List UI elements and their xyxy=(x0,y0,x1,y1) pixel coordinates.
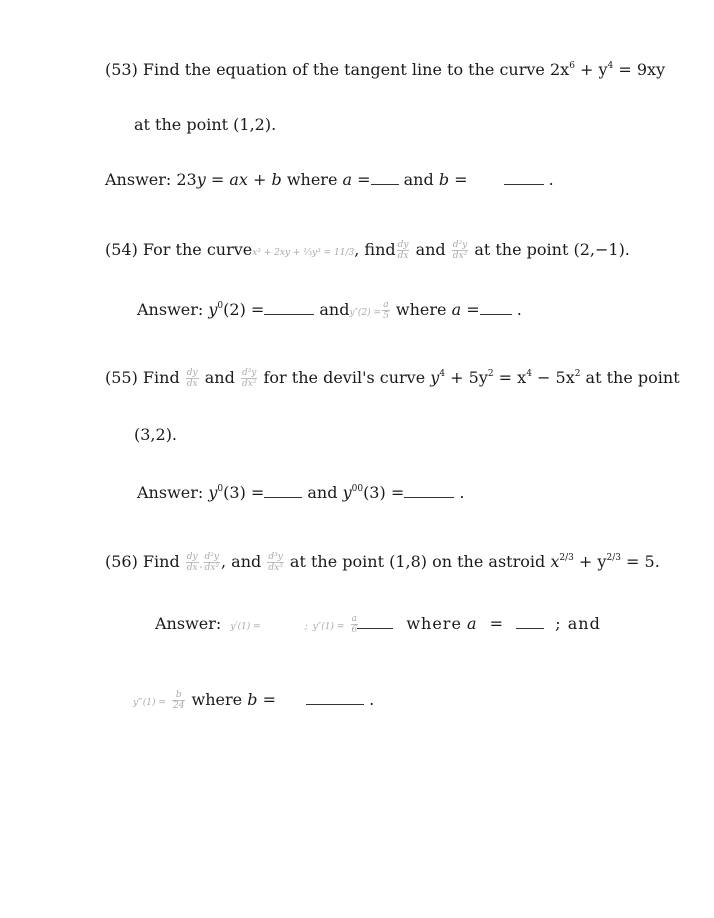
p56-exp23: 2/3 xyxy=(559,553,574,563)
p56-plus-y: + y xyxy=(573,552,607,571)
p54-find: , find xyxy=(354,240,396,259)
p55-arg2: (3) = xyxy=(363,483,405,502)
p56-dx3: dx³ xyxy=(268,563,283,573)
p55-minus5x: − 5x xyxy=(531,368,575,387)
p53-line2: at the point (1,2). xyxy=(134,115,277,134)
p56-dydx xyxy=(186,552,199,573)
p53-eq-rhs: = 9xy xyxy=(618,60,666,79)
p56-answer xyxy=(155,614,601,640)
p56-d2ydx2 xyxy=(204,552,220,573)
p55-y00: y xyxy=(342,483,352,502)
p54-d2ydx2 xyxy=(452,240,468,261)
p54-dx2: dx² xyxy=(452,251,468,261)
p55-text: for the devil's curve xyxy=(263,368,426,387)
p56-blank-a[interactable] xyxy=(516,614,544,629)
p56-exp23b: 2/3 xyxy=(606,553,621,563)
p54-and: and xyxy=(415,240,446,259)
p54-dot: . xyxy=(516,300,522,319)
p55-and: and xyxy=(204,368,235,387)
p55-sup00: 00 xyxy=(351,484,364,494)
p53-b2: b xyxy=(438,170,450,189)
p54-label: (54) For the curve xyxy=(105,240,253,259)
p55-y0: y xyxy=(208,483,218,502)
p54-blank-a[interactable] xyxy=(480,300,512,315)
p55-exp2b: 2 xyxy=(574,369,581,379)
p56-b2: b xyxy=(247,690,258,709)
p54-and2: and xyxy=(319,300,350,319)
p54-y0: y xyxy=(208,300,218,319)
p56-b-eq: = xyxy=(257,690,276,709)
p53-exp6: 6 xyxy=(569,61,575,71)
p56-frac-6: 6 xyxy=(351,625,358,635)
p56-eq5: = 5. xyxy=(620,552,660,571)
p55-and2: and xyxy=(302,483,343,502)
p56-yp: y′(1) = xyxy=(230,622,261,632)
p56-answer-prefix: Answer: xyxy=(155,614,222,633)
p55-sup0: 0 xyxy=(217,484,224,494)
p53-plus-y: + y xyxy=(580,60,608,79)
p56-blank-ypp[interactable] xyxy=(357,614,393,629)
p56-frac-a: a xyxy=(351,614,358,624)
p56-frac-24: 24 xyxy=(173,701,185,711)
p54-answer xyxy=(137,300,522,324)
p56-text: at the point (1,8) on the astroid xyxy=(289,552,546,571)
p56-frac-b: b xyxy=(172,690,185,701)
p55-arg1: (3) = xyxy=(223,483,265,502)
p56-and: , and xyxy=(221,552,262,571)
p53-answer xyxy=(105,170,554,190)
p56-d3y: d³y xyxy=(268,552,283,562)
p56-blank-b[interactable] xyxy=(306,690,364,705)
p53-question xyxy=(105,60,665,80)
p54-frac-5: 5 xyxy=(383,311,389,321)
p53-ax: ax xyxy=(229,170,248,189)
p56-and-tail: ; and xyxy=(555,614,601,633)
p53-eq: = xyxy=(205,170,230,189)
p54-ypp: y″(2) = xyxy=(349,308,382,318)
p55-question xyxy=(105,368,680,392)
p53-blank-a[interactable] xyxy=(371,170,399,185)
p55-label: (55) Find xyxy=(105,368,180,387)
p54-sup0: 0 xyxy=(217,301,224,311)
p56-dx2: dx² xyxy=(204,563,219,573)
p56-dy: dy xyxy=(186,552,198,562)
p53-and: and xyxy=(398,170,439,189)
p53-blank-b[interactable] xyxy=(504,170,544,185)
p56-yppp: y‴(1) = xyxy=(133,698,166,708)
p56-d2y: d²y xyxy=(204,552,219,562)
p55-answer xyxy=(137,483,464,503)
p56-b-over-24 xyxy=(172,690,185,711)
p55-blank-1[interactable] xyxy=(264,483,302,498)
p56-where: where xyxy=(406,614,462,633)
p53-y: y xyxy=(196,170,206,189)
p53-label: (53) Find the equation of the tangent line to the curve xyxy=(105,60,545,79)
p55-dydx xyxy=(186,368,199,389)
p56-where2: where xyxy=(186,690,248,709)
p54-y0-arg: (2) = xyxy=(223,300,265,319)
p54-dydx xyxy=(397,240,410,261)
p54-a-eq: = xyxy=(461,300,480,319)
p55-answer-prefix: Answer: xyxy=(137,483,209,502)
p53-where: where xyxy=(281,170,343,189)
p54-dy: dy xyxy=(397,240,409,250)
p55-dx2: dx² xyxy=(241,379,257,389)
p55-eqx: = x xyxy=(493,368,527,387)
p56-label: (56) Find xyxy=(105,552,180,571)
p54-question xyxy=(105,240,630,264)
p55-d2ydx2 xyxy=(241,368,257,389)
p54-where: where xyxy=(390,300,452,319)
p54-blank-y0[interactable] xyxy=(264,300,314,315)
p54-dx: dx xyxy=(397,251,409,261)
p55-exp4b: 4 xyxy=(526,369,532,379)
p55-dx: dx xyxy=(186,379,198,389)
p54-a2: a xyxy=(451,300,462,319)
p55-line2: (3,2). xyxy=(134,425,178,444)
p53-plus: + xyxy=(247,170,272,189)
p55-blank-2[interactable] xyxy=(404,483,454,498)
p56-a2: a xyxy=(467,614,477,633)
p56-answer-2 xyxy=(133,690,374,716)
p54-answer-prefix: Answer: xyxy=(137,300,209,319)
p56-semi: ; xyxy=(304,622,308,632)
p53-b-eq: = xyxy=(449,170,468,189)
p53-a: a xyxy=(342,170,353,189)
p55-exp2: 2 xyxy=(487,369,494,379)
p53-dot: . xyxy=(548,170,554,189)
p53-b: b xyxy=(271,170,282,189)
p55-exp4: 4 xyxy=(439,369,446,379)
p55-dot: . xyxy=(459,483,465,502)
p56-dx: dx xyxy=(186,563,198,573)
p54-a-over-5 xyxy=(382,300,390,321)
p53-eq-lhs: 2x xyxy=(549,60,570,79)
p53-a-eq: = xyxy=(352,170,371,189)
p55-d2y: d²y xyxy=(241,368,257,378)
p55-plus5y: + 5y xyxy=(445,368,488,387)
p54-point: at the point (2,−1). xyxy=(474,240,630,259)
p54-curve-equation: x³ + 2xy + ⅓y³ = 11/3 xyxy=(252,248,355,258)
p56-ypp: y″(1) = xyxy=(312,622,345,632)
p56-eq: = xyxy=(489,614,504,633)
p56-d3ydx3 xyxy=(267,552,283,573)
p53-exp4: 4 xyxy=(607,61,614,71)
p56-question xyxy=(105,552,660,578)
p56-x: x xyxy=(550,552,560,571)
p53-answer-prefix: Answer: 23 xyxy=(105,170,197,189)
p55-y: y xyxy=(430,368,440,387)
p56-comma: , xyxy=(199,560,203,570)
p55-dy: dy xyxy=(186,368,198,378)
p54-frac-a: a xyxy=(383,300,389,310)
p54-d2y: d²y xyxy=(452,240,468,250)
p55-tail: at the point xyxy=(585,368,680,387)
p56-dot: . xyxy=(369,690,375,709)
